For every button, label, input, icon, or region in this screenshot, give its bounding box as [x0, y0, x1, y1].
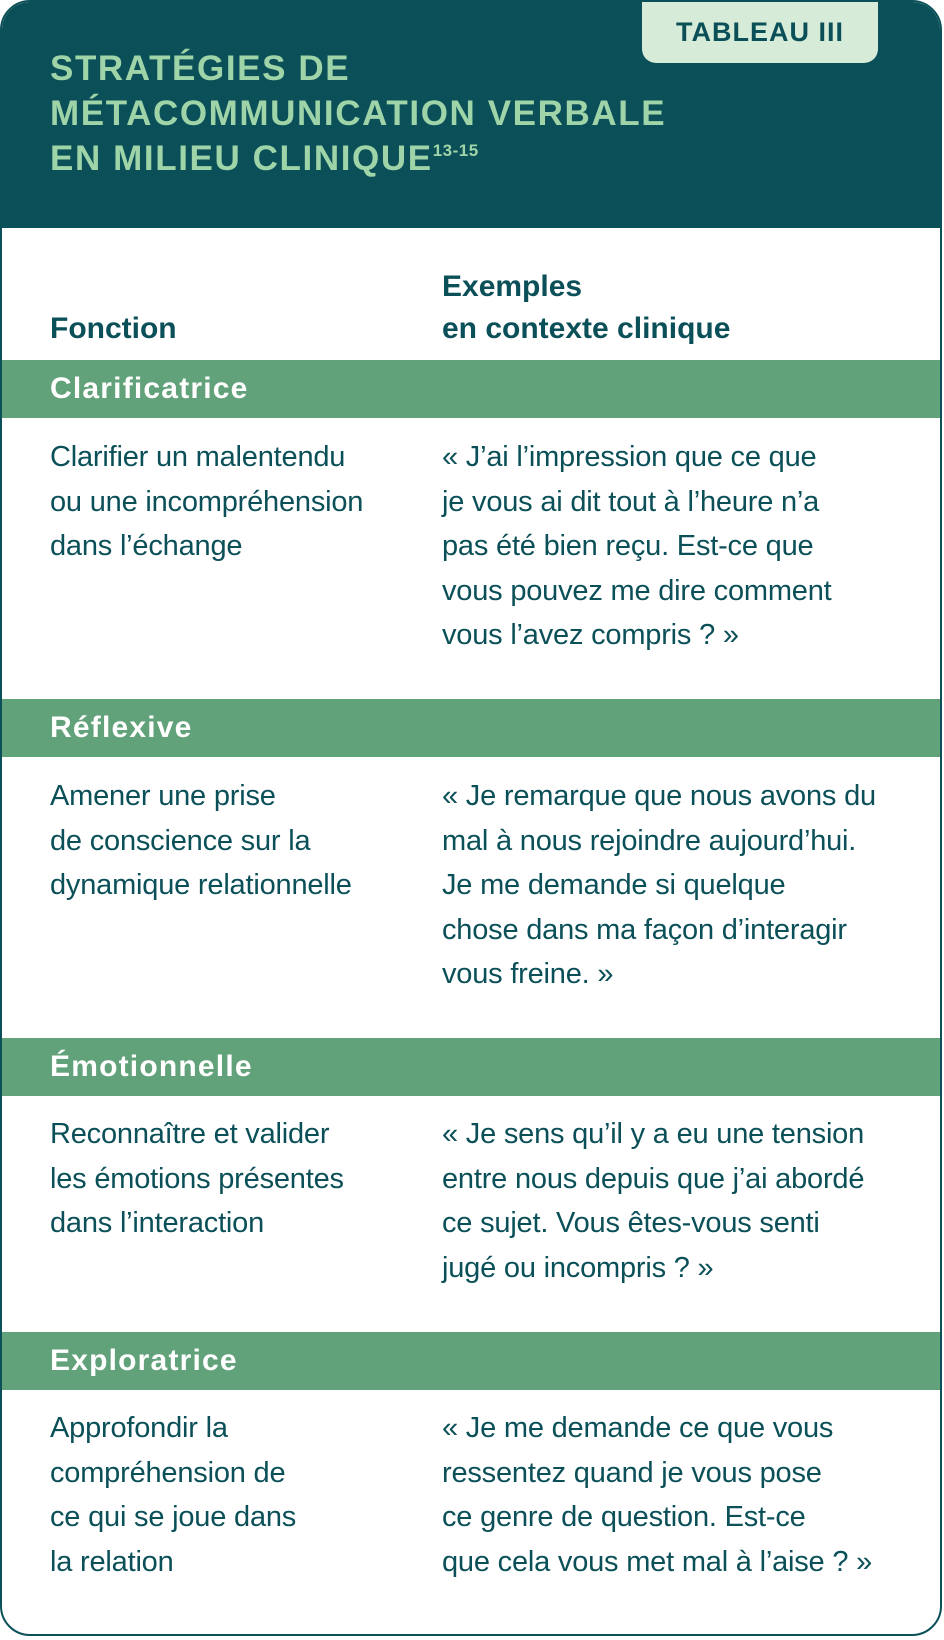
fonction-line: compréhension de [50, 1456, 286, 1489]
title-line-3 [50, 136, 690, 187]
exemple-cell-clarificatrice [442, 435, 912, 658]
fonction-line: de conscience sur la [50, 824, 311, 857]
fonction-line: dans l’échange [50, 530, 243, 562]
title-line-3-text: EN MILIEU CLINIQUE [50, 139, 433, 178]
title-reference-superscript: 13-15 [432, 141, 479, 160]
exemple-line: ce sujet. Vous êtes-vous senti [442, 1207, 820, 1239]
title-line-1: STRATÉGIES DE [50, 49, 351, 88]
exemple-line: que cela vous met mal à l’aise ? » [442, 1545, 873, 1578]
fonction-line: Amener une prise [50, 780, 276, 812]
table-number-tag: TABLEAU III [642, 2, 878, 63]
exemple-line: « Je sens qu’il y a eu une tension [442, 1118, 865, 1150]
fonction-line: les émotions présentes [50, 1162, 344, 1195]
fonction-line: dans l’interaction [50, 1207, 265, 1239]
title-line-2: MÉTACOMMUNICATION VERBALE [50, 94, 667, 133]
exemple-line: vous l’avez compris ? » [442, 619, 739, 651]
fonction-cell-reflexive [50, 774, 420, 908]
column-header-fonction: Fonction [50, 312, 177, 345]
fonction-line: Approfondir la [50, 1412, 228, 1444]
fonction-line: Reconnaître et valider [50, 1118, 330, 1150]
exemple-line: « Je remarque que nous avons du [442, 780, 876, 812]
exemple-line: vous pouvez me dire comment [442, 574, 832, 607]
exemple-cell-reflexive [442, 774, 912, 997]
exemple-line: entre nous depuis que j’ai abordé [442, 1162, 865, 1195]
exemple-cell-emotionnelle [442, 1112, 912, 1290]
fonction-cell-exploratrice [50, 1406, 420, 1584]
section-bar-clarificatrice: Clarificatrice [2, 360, 940, 418]
column-header-exemples [442, 266, 902, 350]
section-bar-reflexive: Réflexive [2, 699, 940, 757]
fonction-cell-emotionnelle [50, 1112, 420, 1246]
column-header-exemples-line-1: Exemples [442, 270, 583, 303]
exemple-line: « J’ai l’impression que ce que [442, 441, 817, 473]
fonction-cell-clarificatrice [50, 435, 420, 569]
section-bar-emotionnelle: Émotionnelle [2, 1038, 940, 1096]
fonction-line: ou une incompréhension [50, 485, 364, 518]
exemple-cell-exploratrice [442, 1406, 912, 1584]
exemple-line: Je me demande si quelque [442, 869, 786, 901]
fonction-line: ce qui se joue dans [50, 1501, 297, 1533]
table-header [2, 2, 940, 228]
exemple-line: chose dans ma façon d’interagir [442, 913, 847, 946]
exemple-line: « Je me demande ce que vous [442, 1412, 834, 1444]
fonction-line: dynamique relationnelle [50, 869, 352, 901]
fonction-line: la relation [50, 1545, 174, 1578]
exemple-line: pas été bien reçu. Est-ce que [442, 530, 814, 562]
fonction-line: Clarifier un malentendu [50, 441, 346, 473]
exemple-line: mal à nous rejoindre aujourd’hui. [442, 824, 857, 857]
exemple-line: ressentez quand je vous pose [442, 1456, 822, 1489]
section-bar-exploratrice: Exploratrice [2, 1332, 940, 1390]
exemple-line: jugé ou incompris ? » [442, 1251, 714, 1284]
exemple-line: vous freine. » [442, 958, 614, 990]
column-header-exemples-line-2: en contexte clinique [442, 312, 731, 345]
exemple-line: je vous ai dit tout à l’heure n’a [442, 485, 820, 518]
exemple-line: ce genre de question. Est-ce [442, 1501, 806, 1533]
table-title [50, 46, 690, 187]
